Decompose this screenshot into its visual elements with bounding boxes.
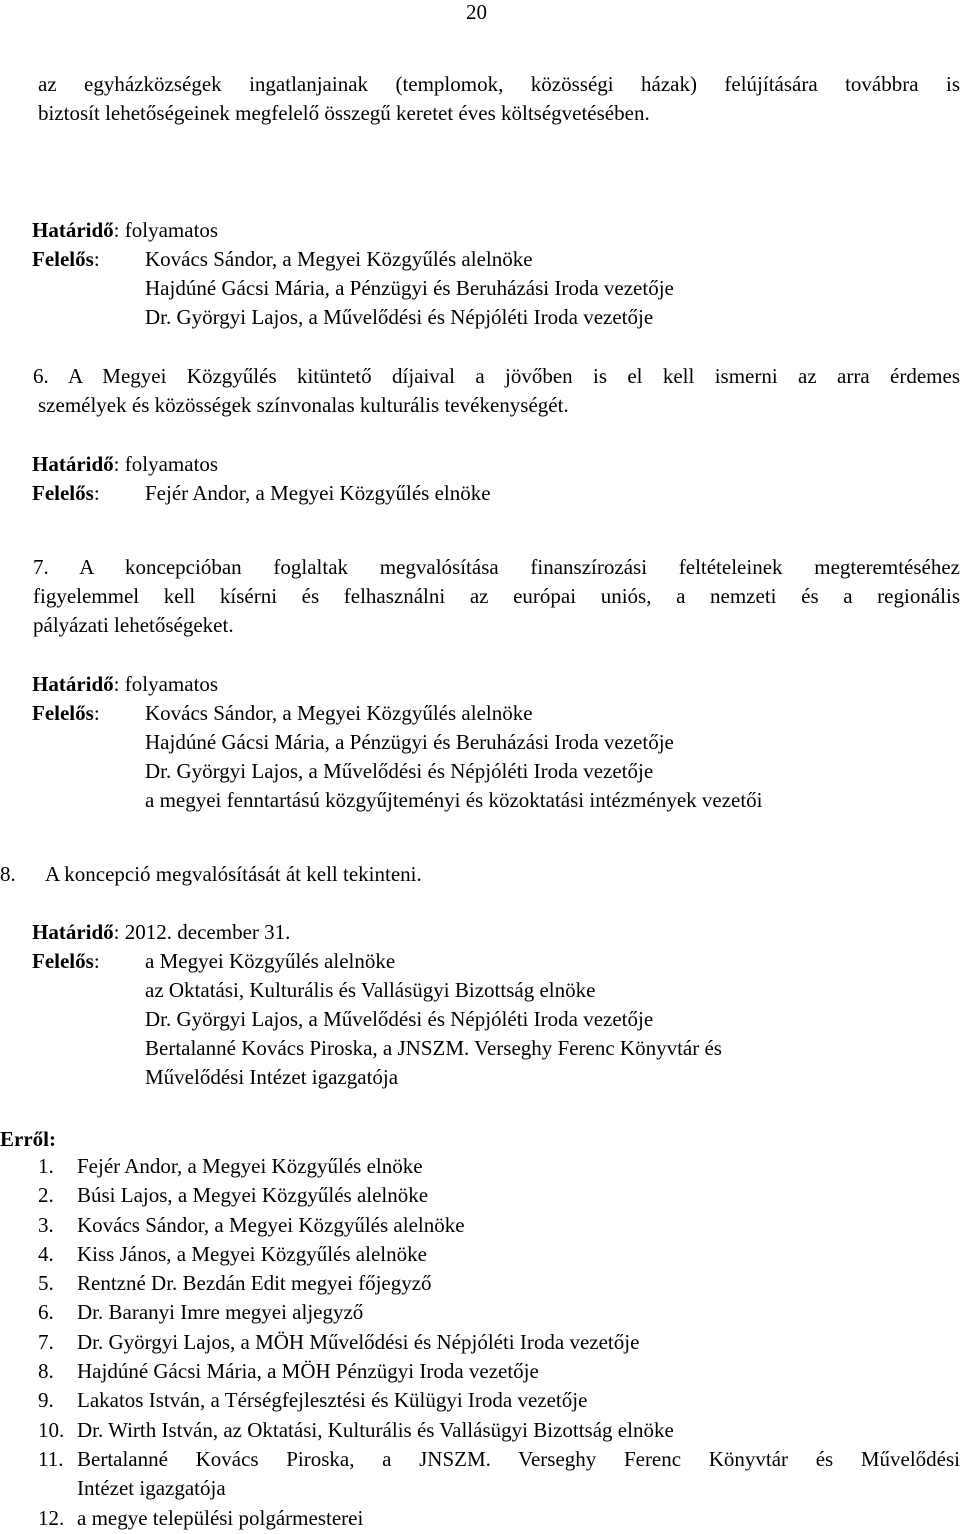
responsible-row (32, 947, 960, 976)
label-spacer (32, 1005, 145, 1034)
distribution-list (38, 1152, 960, 1533)
list-number: 6. (38, 1300, 54, 1325)
responsible-row (32, 303, 960, 332)
list-number: 2. (38, 1183, 54, 1208)
list-number: 4. (38, 1241, 54, 1266)
list-item (38, 1152, 960, 1181)
label-spacer (32, 757, 145, 786)
responsible-person: Hajdúné Gácsi Mária, a Pénzügyi és Beruházási Iroda vezetője (145, 730, 674, 754)
intro-paragraph (38, 70, 960, 128)
responsible-row (32, 1005, 960, 1034)
list-text-line-2: Intézet igazgatója (77, 1476, 226, 1501)
list-number: 9. (38, 1388, 54, 1413)
list-text: Rentzné Dr. Bezdán Edit megyei főjegyző (77, 1271, 432, 1296)
deadline-label: Határidő: (32, 452, 120, 476)
item-6-line-1: 6. A Megyei Közgyűlés kitüntető díjaival a jövőben is el kell ismerni az arra érdemes (33, 364, 960, 388)
responsible-person: Dr. Györgyi Lajos, a Művelődési és Népjóléti Iroda vezetője (145, 759, 654, 783)
responsible-row (32, 728, 960, 757)
list-item (38, 1328, 960, 1357)
item-6-paragraph (33, 362, 960, 420)
responsible-row (32, 245, 960, 274)
responsible-person: Kovács Sándor, a Megyei Közgyűlés alelnöke (145, 247, 533, 271)
responsible-person: Művelődési Intézet igazgatója (145, 1065, 399, 1089)
label-spacer (32, 274, 145, 303)
list-text: Búsi Lajos, a Megyei Közgyűlés alelnöke (77, 1183, 429, 1208)
list-text-line-1: Bertalanné Kovács Piroska, a JNSZM. Verseghy Ferenc Könyvtár és Művelődési (77, 1446, 960, 1471)
list-text: Dr. Györgyi Lajos, a MÖH Művelődési és Népjóléti Iroda vezetője (77, 1329, 640, 1354)
responsible-label: Felelős: (32, 949, 100, 973)
responsible-person: Fejér Andor, a Megyei Közgyűlés elnöke (145, 481, 491, 505)
intro-line-2: biztosít lehetőségeinek megfelelő összegű keretet éves költségvetésében. (38, 101, 650, 125)
list-number: 7. (38, 1329, 54, 1354)
deadline-value: folyamatos (124, 672, 219, 696)
list-number: 11. (38, 1446, 64, 1471)
label-spacer (32, 1063, 145, 1092)
responsible-row (32, 786, 960, 815)
item-8-text: A koncepció megvalósítását át kell tekinteni. (45, 862, 422, 886)
responsible-person: az Oktatási, Kulturális és Vallásügyi Bizottság elnöke (145, 978, 596, 1002)
item-7-line-2: figyelemmel kell kísérni és felhasználni az európai uniós, a nemzeti és a regionális (33, 584, 960, 608)
label-spacer (32, 303, 145, 332)
responsible-person: a Megyei Közgyűlés alelnöke (145, 949, 396, 973)
responsible-person: Dr. Györgyi Lajos, a Művelődési és Népjóléti Iroda vezetője (145, 305, 654, 329)
responsible-row (32, 699, 960, 728)
list-text: Hajdúné Gácsi Mária, a MÖH Pénzügyi Iroda vezetője (77, 1359, 539, 1384)
distribution-title: Erről: (0, 1127, 56, 1151)
list-item (38, 1181, 960, 1210)
list-text: Dr. Baranyi Imre megyei aljegyző (77, 1300, 364, 1325)
responsible-person: a megyei fenntartású közgyűjteményi és közoktatási intézmények vezetői (145, 788, 763, 812)
label-spacer (32, 976, 145, 1005)
page-number: 20 (466, 0, 487, 24)
list-text: Kiss János, a Megyei Közgyűlés alelnöke (77, 1241, 427, 1266)
label-spacer (32, 728, 145, 757)
list-number: 1. (38, 1154, 54, 1178)
responsible-row (32, 757, 960, 786)
list-text: Dr. Wirth István, az Oktatási, Kulturális és Vallásügyi Bizottság elnöke (77, 1417, 674, 1442)
deadline-value: 2012. december 31. (124, 920, 291, 944)
list-item (38, 1416, 960, 1445)
responsible-label: Felelős: (32, 247, 100, 271)
deadline-row (32, 670, 960, 699)
deadline-label: Határidő: (32, 920, 120, 944)
list-item (38, 1269, 960, 1298)
responsible-person: Bertalanné Kovács Piroska, a JNSZM. Verseghy Ferenc Könyvtár és (145, 1036, 722, 1060)
deadline-value: folyamatos (124, 218, 219, 242)
list-text (77, 1445, 960, 1504)
responsible-person: Hajdúné Gácsi Mária, a Pénzügyi és Beruházási Iroda vezetője (145, 276, 674, 300)
item-7-paragraph (33, 553, 960, 640)
list-item (38, 1298, 960, 1327)
list-number: 8. (38, 1359, 54, 1384)
list-item (38, 1240, 960, 1269)
list-text: Kovács Sándor, a Megyei Közgyűlés alelnöke (77, 1212, 465, 1237)
deadline-value: folyamatos (124, 452, 219, 476)
deadline-row (32, 216, 960, 245)
deadline-block-7 (32, 670, 960, 815)
list-number: 12. (38, 1505, 65, 1530)
list-text: Lakatos István, a Térségfejlesztési és Külügyi Iroda vezetője (77, 1388, 588, 1413)
list-number: 5. (38, 1271, 54, 1296)
item-7-line-3: pályázati lehetőségeket. (33, 613, 234, 637)
item-7-line-1: 7. A koncepcióban foglaltak megvalósítása finanszírozási feltételeinek megteremtéséhez (33, 555, 960, 579)
deadline-block-6 (32, 450, 960, 508)
responsible-person: Dr. Györgyi Lajos, a Művelődési és Népjóléti Iroda vezetője (145, 1007, 654, 1031)
item-8-number: 8. (0, 862, 16, 886)
deadline-label: Határidő: (32, 672, 120, 696)
list-item (38, 1357, 960, 1386)
list-item (38, 1386, 960, 1415)
responsible-row (32, 976, 960, 1005)
list-text: Fejér Andor, a Megyei Közgyűlés elnöke (77, 1154, 423, 1178)
intro-line-1: az egyházközségek ingatlanjainak (templomok, közösségi házak) felújítására továbbra is (38, 72, 960, 96)
list-number: 10. (38, 1417, 65, 1442)
responsible-row (32, 1034, 960, 1063)
list-item (38, 1211, 960, 1240)
deadline-row (32, 918, 960, 947)
item-8-paragraph (0, 860, 422, 889)
responsible-row (32, 1063, 960, 1092)
responsible-label: Felelős: (32, 701, 100, 725)
list-item (38, 1504, 960, 1533)
deadline-row (32, 450, 960, 479)
list-item (38, 1445, 960, 1504)
label-spacer (32, 786, 145, 815)
deadline-block-1 (32, 216, 960, 332)
responsible-label: Felelős: (32, 481, 100, 505)
deadline-block-8 (32, 918, 960, 1092)
responsible-row (32, 479, 960, 508)
item-6-line-2: személyek és közösségek színvonalas kulturális tevékenységét. (38, 393, 569, 417)
responsible-person: Kovács Sándor, a Megyei Közgyűlés alelnöke (145, 701, 533, 725)
deadline-label: Határidő: (32, 218, 120, 242)
list-number: 3. (38, 1212, 54, 1237)
list-text: a megye települési polgármesterei (77, 1505, 364, 1530)
responsible-row (32, 274, 960, 303)
label-spacer (32, 1034, 145, 1063)
